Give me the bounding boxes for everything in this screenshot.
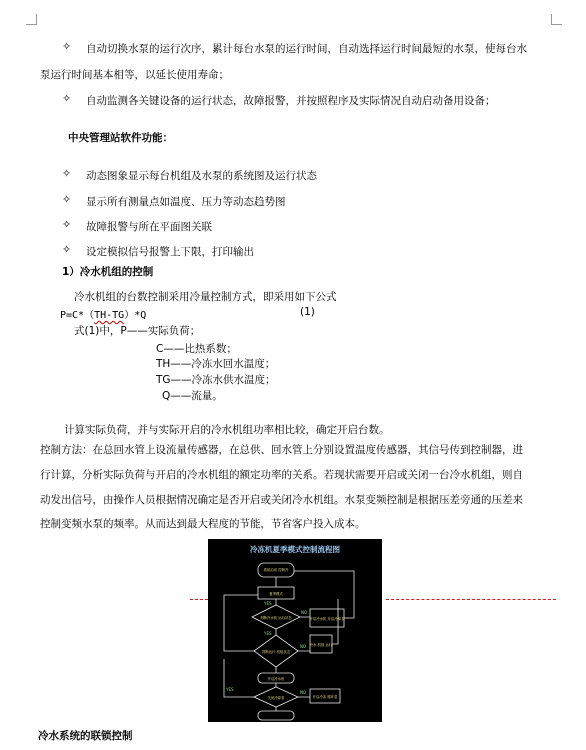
bullet-text: 自动监测各关键设备的运行状态，故障报警，并按照程序及实际情况自动启动备用设备； xyxy=(86,95,496,107)
formula xyxy=(60,306,146,321)
flowchart-label: NO xyxy=(300,644,307,649)
flowchart-label: YES xyxy=(226,687,234,692)
flowchart-image xyxy=(208,539,382,722)
page-corner-top-right xyxy=(551,14,562,25)
paragraph-line: 控制变频水泵的频率。从而达到最大程度的节能，节省客户投入成本。 xyxy=(40,518,366,530)
flowchart-node-text: 系统启动 控制开 xyxy=(263,568,289,572)
formula-variable: TH——冷冻水回水温度； xyxy=(156,358,276,370)
figure-anchor-line xyxy=(386,599,556,600)
formula-variable: TG——冷冻水供水温度； xyxy=(156,374,276,386)
flowchart-label: NO xyxy=(300,690,307,695)
flowchart-node-text: 开启冷冻 循环泵 xyxy=(312,695,338,699)
flowchart-node-end xyxy=(258,711,294,720)
formula-prefix: P=C*（ xyxy=(60,310,95,321)
flowchart-node-text: 冷水 机组 运行 xyxy=(309,643,333,647)
bullet-diamond-icon: ✧ xyxy=(62,167,72,180)
section-heading: 中央管理站软件功能： xyxy=(68,132,173,144)
flowchart-label: YES xyxy=(264,601,272,606)
flowchart-label: YES xyxy=(264,631,272,636)
paragraph-text: 计算实际负荷，并与实际开启的冷水机组功率相比较，确定开启台数。 xyxy=(64,424,390,436)
figure-anchor-line xyxy=(190,599,208,600)
subsection-heading: 1）冷水机组的控制 xyxy=(62,266,154,278)
flowchart-node-text: 夏季模式 xyxy=(269,592,283,596)
formula-suffix: ）*Q xyxy=(124,310,147,321)
bullet-text: 自动切换水泵的运行次序，累计每台水泵的运行时间，自动选择运行时间最短的水泵，使每台水 xyxy=(86,43,527,55)
formula-number: (1) xyxy=(300,306,315,318)
flowchart-title: 冷冻机夏季模式控制流程图 xyxy=(250,545,340,554)
bullet-text: 设定模拟信号报警上下限，打印输出 xyxy=(86,246,254,258)
flowchart-node-text: 判断运行 机组状态 xyxy=(261,650,291,654)
flowchart-node-text: 开启冷水机 xyxy=(267,677,285,681)
bullet-text: 显示所有测量点如温度、压力等动态趋势图 xyxy=(86,196,286,208)
flowchart-node-text: 判断冷水机 运行状态 xyxy=(260,616,292,620)
paragraph-line: 动发出信号，由操作人员根据情况确定是否开启或关闭冷水机组。水泵变频控制是根据压差旁通的压差来 xyxy=(40,494,523,506)
bullet-text: 故障报警与所在平面图关联 xyxy=(86,221,212,233)
paragraph-line: 控制方法：在总回水管上设流量传感器，在总供、回水管上分别设置温度传感器，其信号传到控制器，进 xyxy=(40,444,523,456)
bullet-text: 动态图象显示每台机组及水泵的系统图及运行状态 xyxy=(86,170,317,182)
bullet-text-continued: 泵运行时间基本相等，以延长使用寿命； xyxy=(40,69,229,81)
paragraph-text: 冷水机组的台数控制采用冷量控制方式，即采用如下公式 xyxy=(74,291,337,303)
flowchart-connectors xyxy=(224,571,354,711)
formula-variable: Q——流量。 xyxy=(162,390,223,402)
paragraph-line: 行计算，分析实际负荷与开启的冷水机组的额定功率的关系。若现状需要开启或关闭一台冷水机组，则自 xyxy=(40,469,523,481)
section-heading: 冷水系统的联锁控制 xyxy=(38,730,133,742)
bullet-diamond-icon: ✧ xyxy=(62,40,72,53)
formula-spellcheck-term: TH-TG xyxy=(94,310,125,321)
flowchart-node-text: 关闭冷却泵 xyxy=(267,696,285,700)
bullet-diamond-icon: ✧ xyxy=(62,218,72,231)
flowchart-label: NO xyxy=(301,610,308,615)
bullet-diamond-icon: ✧ xyxy=(62,92,72,105)
bullet-diamond-icon: ✧ xyxy=(62,193,72,206)
flowchart-node-text: 开启冷水机 开启冷却泵 xyxy=(309,617,345,621)
page-corner-top-left xyxy=(26,14,37,25)
bullet-diamond-icon: ✧ xyxy=(62,243,72,256)
formula-variable: C——比热系数； xyxy=(156,343,237,355)
formula-where: 式(1)中，P——实际负荷； xyxy=(74,325,201,337)
